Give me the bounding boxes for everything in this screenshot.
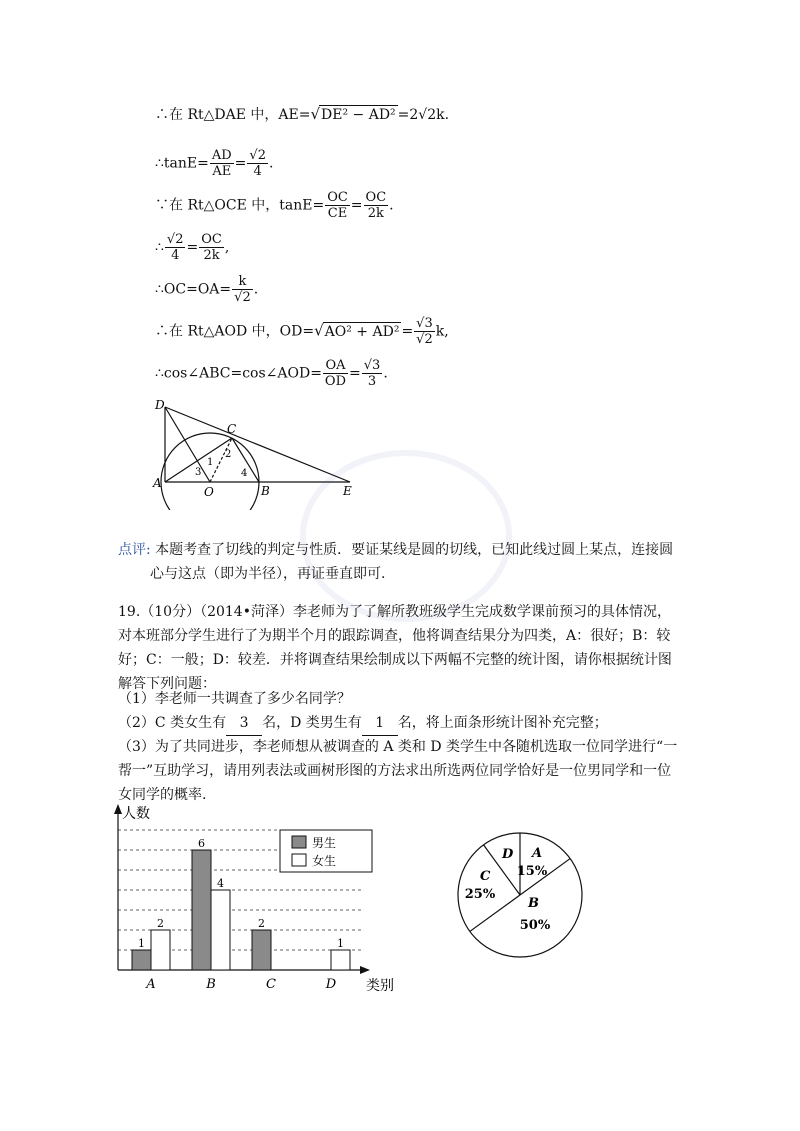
fraction <box>232 274 253 305</box>
question-header: 19.（10分）（2014•菏泽）李老师为了了解所教班级学生完成数学课前预习的具体情况，对本班部分学生进行了为期半个月的跟踪调查，他将调查结果分为四类，A：很好；B：较好；C：一般；D：较差．并将调查结果绘制成以下两幅不完整的统计图，请你根据统计图解答下列问题： <box>118 604 672 692</box>
text: =2√2k. <box>397 107 450 123</box>
fraction <box>364 190 389 221</box>
x-axis-label: 类别 <box>366 978 394 994</box>
sqrt-sign: √ <box>314 321 324 340</box>
legend-label-girls: 女生 <box>312 854 337 868</box>
label-b: B <box>261 484 270 498</box>
x-tick-label: C <box>266 977 276 992</box>
pie-category-label: B <box>528 896 539 911</box>
bar-value-label: 1 <box>337 937 344 950</box>
numerator: k <box>232 274 253 290</box>
fraction <box>362 358 383 389</box>
legend <box>280 830 372 872</box>
numerator: OC <box>365 190 387 205</box>
denominator: √2 <box>234 290 251 305</box>
bar-B-girls <box>211 890 230 970</box>
numerator: OC <box>201 232 222 247</box>
x-tick-label: A <box>146 977 156 992</box>
text: ∴在 Rt△DAE 中，AE= <box>155 107 311 123</box>
bar-A-boys <box>132 950 151 970</box>
comment-text-2: 心与这点（即为半径），再证垂直即可. <box>150 566 386 582</box>
fraction <box>199 232 224 263</box>
pie-category-label: D <box>502 847 514 862</box>
solution-line-5: ∴OC=OA= $\frac{k}{√2}$ . <box>155 274 259 305</box>
text: 名，D 类男生有 <box>262 715 362 731</box>
bar-value-label: 2 <box>157 917 164 930</box>
fraction <box>165 232 186 263</box>
angle-2: 2 <box>225 449 232 460</box>
denominator: 4 <box>253 164 262 179</box>
fraction <box>414 316 435 347</box>
pie-category-label: C <box>480 869 491 884</box>
radicand: AO² + AD² <box>324 323 400 340</box>
bar-chart <box>100 800 410 1000</box>
text: ∴在 Rt△AOD 中，OD= <box>155 323 315 340</box>
numerator: AD <box>211 148 232 163</box>
numerator: √3 <box>416 316 433 331</box>
bar-value-label: 2 <box>258 917 265 930</box>
solution-line-7: ∴cos∠ABC=cos∠AOD= $\frac{OA}{OD}$ = $\frac{√3}{3}$ . <box>155 358 388 389</box>
solution-line-6: ∴在 Rt△AOD 中，OD=√AO² + AD² = $\frac{√3}{√2}$ k, <box>155 316 449 347</box>
numerator: OA <box>323 358 348 374</box>
answer-blank-1: 3 <box>226 711 262 736</box>
bar-D-girls <box>331 950 350 970</box>
comment-text-1: 本题考查了切线的判定与性质．要证某线是圆的切线，已知此线过圆上某点，连接圆 <box>150 542 674 558</box>
line-do <box>165 407 210 482</box>
bar-value-label: 4 <box>217 877 224 890</box>
bar-A-girls <box>151 930 170 970</box>
text: ∴ <box>155 239 164 256</box>
label-e: E <box>343 484 352 498</box>
label-d: D <box>155 398 165 412</box>
denominator: CE <box>327 206 348 221</box>
fraction <box>247 148 268 179</box>
text: k, <box>435 323 449 340</box>
text: ∴tanE= <box>155 155 209 172</box>
fraction <box>325 190 350 221</box>
text: ∴OC=OA= <box>155 281 232 298</box>
numerator: √2 <box>249 148 266 163</box>
fraction <box>210 148 234 179</box>
pie-category-label: A <box>532 846 543 861</box>
answer-blank-2: 1 <box>362 711 398 736</box>
denominator: 2k <box>203 248 220 263</box>
pie-chart <box>450 825 590 965</box>
text: （2）C 类女生有 <box>118 715 227 731</box>
legend-swatch-boys <box>292 836 306 848</box>
watermark-logo <box>300 450 512 622</box>
denominator: 4 <box>171 248 180 263</box>
legend-label-boys: 男生 <box>312 836 337 850</box>
x-tick-label: D <box>325 977 337 992</box>
text: 名，将上面条形统计图补充完整； <box>397 715 608 731</box>
pie-marks <box>458 833 582 957</box>
solution-line-3: ∵在 Rt△OCE 中，tanE= $\frac{OC}{CE}$ = $\frac{OC}{2k}$ . <box>155 190 394 221</box>
question-part-1: （1）李老师一共调查了多少名同学？ <box>118 691 351 707</box>
numerator: OC <box>327 190 348 205</box>
x-axis-arrow <box>360 966 370 974</box>
legend-swatch-girls <box>292 854 306 866</box>
bar-value-label: 1 <box>138 937 145 950</box>
comment-label: 点评: <box>118 542 151 558</box>
bar-B-boys <box>192 850 211 970</box>
radicand: DE² − AD² <box>321 107 396 123</box>
question-part-3: （3）为了共同进步，李老师想从被调查的 A 类和 D 类学生中各随机选取一位同学进行“一帮一”互助学习，请用列表法或画树形图的方法求出所选两位同学恰好是一位男同学和一位女同学的概率. <box>118 739 678 803</box>
numerator: √3 <box>363 358 381 373</box>
text: ∴cos∠ABC=cos∠AOD= <box>155 365 322 382</box>
label-a: A <box>153 476 162 490</box>
label-o: O <box>204 485 214 499</box>
denominator: 3 <box>367 374 377 389</box>
label-c: C <box>227 422 237 436</box>
comment-block <box>118 538 678 586</box>
sqrt-sign: √ <box>310 105 321 123</box>
y-axis-arrow <box>114 804 122 814</box>
pie-percent-label: 50% <box>519 918 551 933</box>
x-tick-label: B <box>206 977 216 992</box>
bar-C-boys <box>252 930 271 970</box>
fraction <box>323 358 348 389</box>
y-axis-label: 人数 <box>122 806 150 822</box>
denominator: OD <box>324 374 347 389</box>
text: ∵在 Rt△OCE 中，tanE= <box>155 197 325 214</box>
denominator: √2 <box>416 332 433 347</box>
numerator: √2 <box>166 232 184 247</box>
angle-1: 1 <box>207 457 214 468</box>
pie-percent-label: 25% <box>464 887 496 902</box>
angle-4: 4 <box>241 468 248 479</box>
bar-value-label: 6 <box>198 837 205 850</box>
pie-percent-label: 15% <box>516 864 548 879</box>
denominator: 2k <box>367 206 384 221</box>
solution-line-4: ∴ $\frac{√2}{4}$ = $\frac{OC}{2k}$ , <box>155 232 230 263</box>
solution-line-2: ∴tanE= $\frac{AD}{AE}$ = $\frac{√2}{4}$ . <box>155 148 274 179</box>
angle-3: 3 <box>195 467 202 478</box>
solution-line-1 <box>155 105 449 124</box>
denominator: AE <box>212 164 232 179</box>
question-part-2 <box>118 711 678 736</box>
